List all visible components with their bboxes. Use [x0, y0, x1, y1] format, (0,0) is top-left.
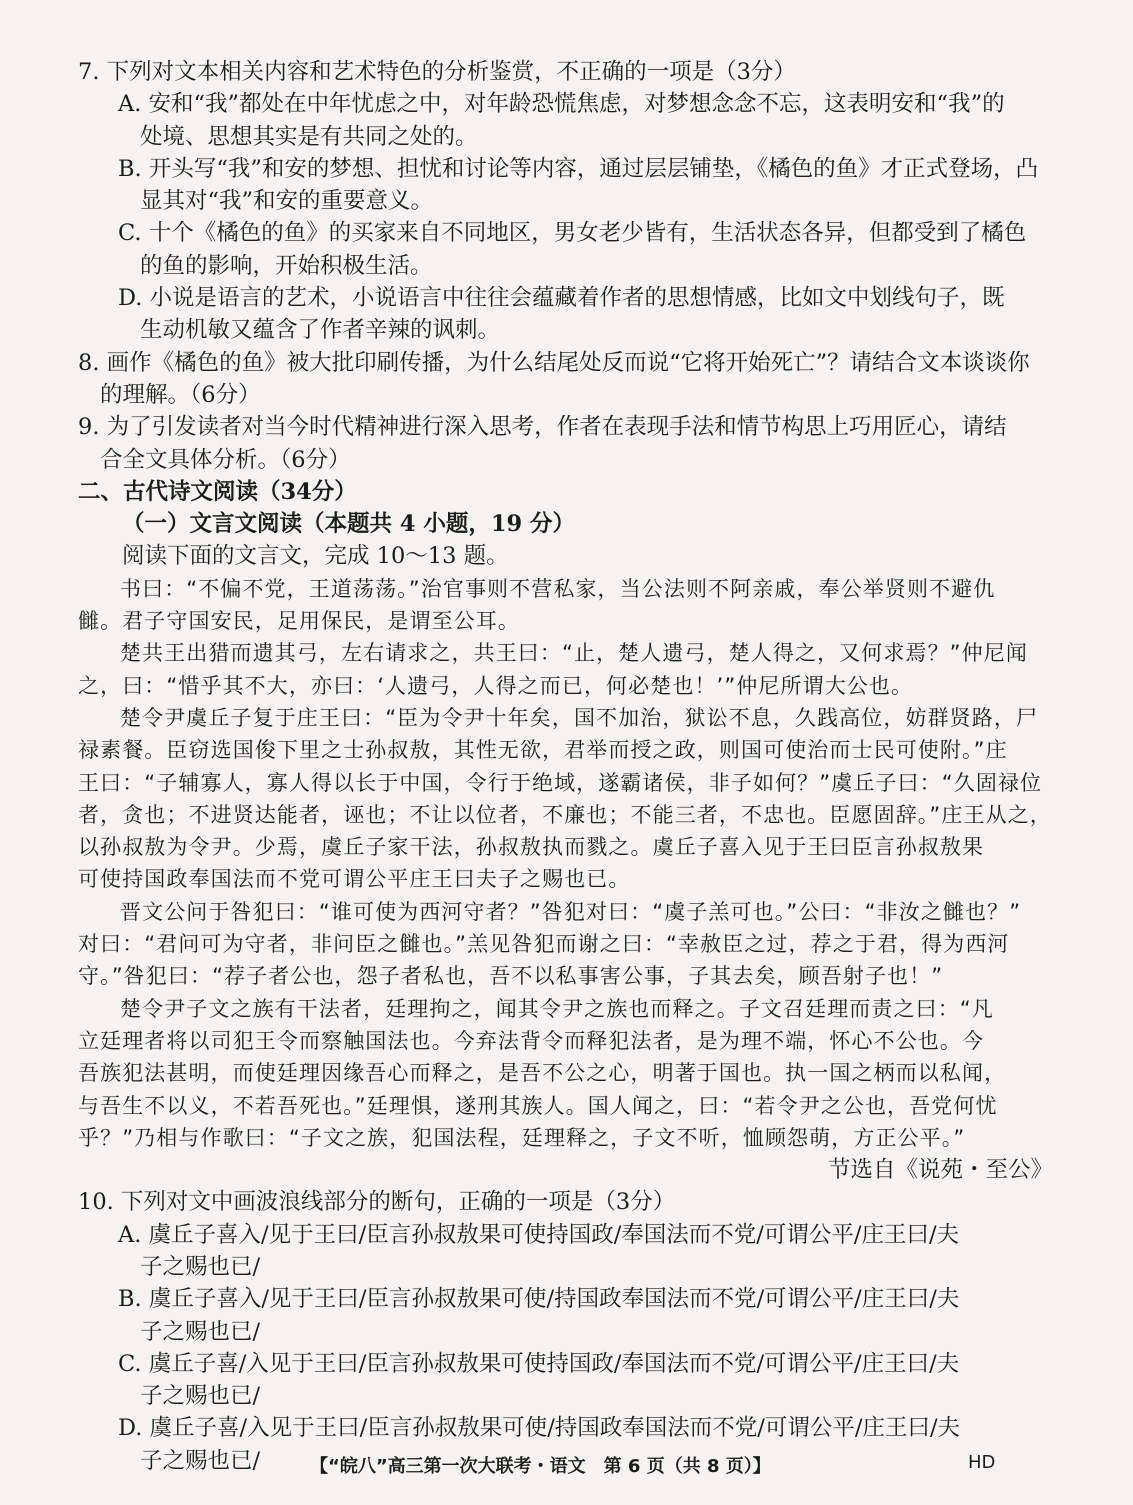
footer-exam-info: 【“皖八”高三第一次大联考・语文 第 6 页（共 8 页）】: [310, 1456, 771, 1477]
question-7-option-b-cont: 显其对“我”和安的重要意义。: [140, 188, 434, 215]
section-2-subtitle: （一）文言文阅读（本题共 4 小题，19 分）: [122, 511, 575, 538]
question-7-option-d-cont: 生动机敏又蕴含了作者辛辣的讽刺。: [140, 317, 501, 344]
question-7-option-c-cont: 的鱼的影响，开始积极生活。: [140, 252, 433, 279]
question-9: [78, 411, 1053, 476]
question-8: [78, 347, 1053, 412]
passage-line: 晋文公问于咎犯曰：“谁可使为西河守者？”咎犯对曰：“虞子羔可也。”公曰：“非汝之雠也？”: [120, 899, 1022, 924]
passage-line: 吾族犯法甚明，而使廷理因缘吾心而释之，是吾不公之心，明著于国也。执一国之柄而以私闻，: [78, 1061, 1007, 1086]
passage-line: 雠。君子守国安民，足用保民，是谓至公耳。: [78, 609, 520, 634]
question-10-option-b-cont: 子之赐也已/: [140, 1318, 261, 1345]
question-10-option-c-cont: 子之赐也已/: [140, 1383, 261, 1410]
question-9-line-2: 合全文具体分析。（6分）: [100, 446, 351, 473]
question-10-option-c: C. 虞丘子喜/入见于王曰/臣言孙叔敖果可使持国政/奉国法而不党/可谓公平/庄王曰/夫: [118, 1350, 960, 1377]
question-7-option-a-cont: 处境、思想其实是有共同之处的。: [140, 123, 478, 150]
question-10: [78, 1186, 1053, 1477]
passage-line: 之，曰：“惜乎其不大，亦曰：‘人遗弓，人得之而已，何必楚也！’”仲尼所谓大公也。: [78, 673, 914, 698]
footer-code: HD: [968, 1452, 996, 1473]
question-10-option-a: A. 虞丘子喜入/见于王曰/臣言孙叔敖果可使持国政/奉国法而不党/可谓公平/庄王曰/夫: [118, 1221, 960, 1248]
question-7-option-a: A. 安和“我”都处在中年忧虑之中，对年龄恐慌焦虑，对梦想念念不忘，这表明安和“我”的: [118, 91, 1005, 118]
passage-line: 乎？”乃相与作歌曰：“子文之族，犯国法程，廷理释之，子文不听，恤顾怨萌，方正公平。”: [78, 1125, 966, 1150]
passage-line: 与吾生不以义，不若吾死也。”廷理惧，遂刑其族人。国人闻之，曰：“若令尹之公也，吾党何忧: [78, 1093, 998, 1118]
passage-line: 楚共王出猎而遗其弓，左右请求之，共王曰：“止，楚人遗弓，楚人得之，又何求焉？”仲尼闻: [120, 641, 1028, 666]
section-2-instruction: 阅读下面的文言文，完成 10～13 题。: [122, 543, 509, 570]
passage-line: 可使持国政奉国法而不党可谓公平庄王曰夫子之赐也已。: [78, 867, 631, 892]
question-7-option-d: D. 小说是语言的艺术，小说语言中往往会蕴藏着作者的思想情感，比如文中划线句子，既: [118, 285, 1005, 312]
question-8-line-2: 的理解。（6分）: [100, 381, 261, 408]
section-2-title: 二、古代诗文阅读（34分）: [78, 478, 357, 505]
passage-line: 禄素餐。臣窃选国俊下里之士孙叔敖，其性无欲，君举而授之政，则国可使治而士民可使附。”庄: [78, 738, 1008, 763]
passage-line: 对曰：“君问可为守者，非问臣之雠也。”羔见咎犯而谢之曰：“幸赦臣之过，荐之于君，得为西河: [78, 932, 1010, 957]
passage-line: 以孙叔敖为令尹。少焉，虞丘子家干法，孙叔敖执而戮之。虞丘子喜入见于王曰臣言孙叔敖果: [78, 835, 985, 860]
question-10-option-d: D. 虞丘子喜/入见于王曰/臣言孙叔敖果可使/持国政奉国法而不党/可谓公平/庄王曰/夫: [118, 1415, 961, 1442]
question-10-option-b: B. 虞丘子喜入/见于王曰/臣言孙叔敖果可使/持国政奉国法而不党/可谓公平/庄王曰/夫: [118, 1286, 960, 1313]
classical-passage: [78, 573, 1053, 1154]
passage-line: 书曰：“不偏不党，王道荡荡。”治官事则不营私家，当公法则不阿亲戚，奉公举贤则不避仇: [120, 576, 996, 601]
passage-line: 王曰：“子辅寡人，寡人得以长于中国，令行于绝域，遂霸诸侯，非子如何？”虞丘子曰：“久固禄位: [78, 770, 1043, 795]
question-10-option-a-cont: 子之赐也已/: [140, 1253, 261, 1280]
question-8-line-1: 8. 画作《橘色的鱼》被大批印刷传播，为什么结尾处反而说“它将开始死亡”？请结合文本谈谈你: [78, 349, 1030, 376]
passage-line: 楚令尹子文之族有干法者，廷理拘之，闻其令尹之族也而释之。子文召廷理而责之曰：“凡: [120, 996, 994, 1021]
question-7-option-c: C. 十个《橘色的鱼》的买家来自不同地区，男女老少皆有，生活状态各异，但都受到了橘色: [118, 220, 1027, 247]
passage-source: 节选自《说苑・至公》: [827, 1157, 1053, 1184]
passage-line: 守。”咎犯曰：“荐子者公也，怨子者私也，吾不以私事害公事，子其去矣，顾吾射子也！”: [78, 964, 944, 989]
passage-line: 者，贪也；不进贤达能者，诬也；不让以位者，不廉也；不能三者，不忠也。臣愿固辞。”庄王从之，: [78, 802, 1052, 827]
question-7-option-b: B. 开头写“我”和安的梦想、担忧和讨论等内容，通过层层铺垫，《橘色的鱼》才正式登场，凸: [118, 155, 1039, 182]
passage-line: 楚令尹虞丘子复于庄王曰：“臣为令尹十年矣，国不加治，狱讼不息，久践高位，妨群贤路，尸: [120, 705, 1039, 730]
question-9-line-1: 9. 为了引发读者对当今时代精神进行深入思考，作者在表现手法和情节构思上巧用匠心，请结: [78, 414, 1007, 441]
passage-line: 立廷理者将以司犯王令而察触国法也。今弃法背令而释犯法者，是为理不端，怀心不公也。今: [78, 1028, 985, 1053]
question-7: [78, 56, 1053, 347]
question-10-stem: 10. 下列对文中画波浪线部分的断句，正确的一项是（3分）: [78, 1189, 676, 1216]
question-7-stem: 7. 下列对文本相关内容和艺术特色的分析鉴赏，不正确的一项是（3分）: [78, 59, 796, 85]
question-10-option-d-cont: 子之赐也已/: [140, 1447, 261, 1474]
